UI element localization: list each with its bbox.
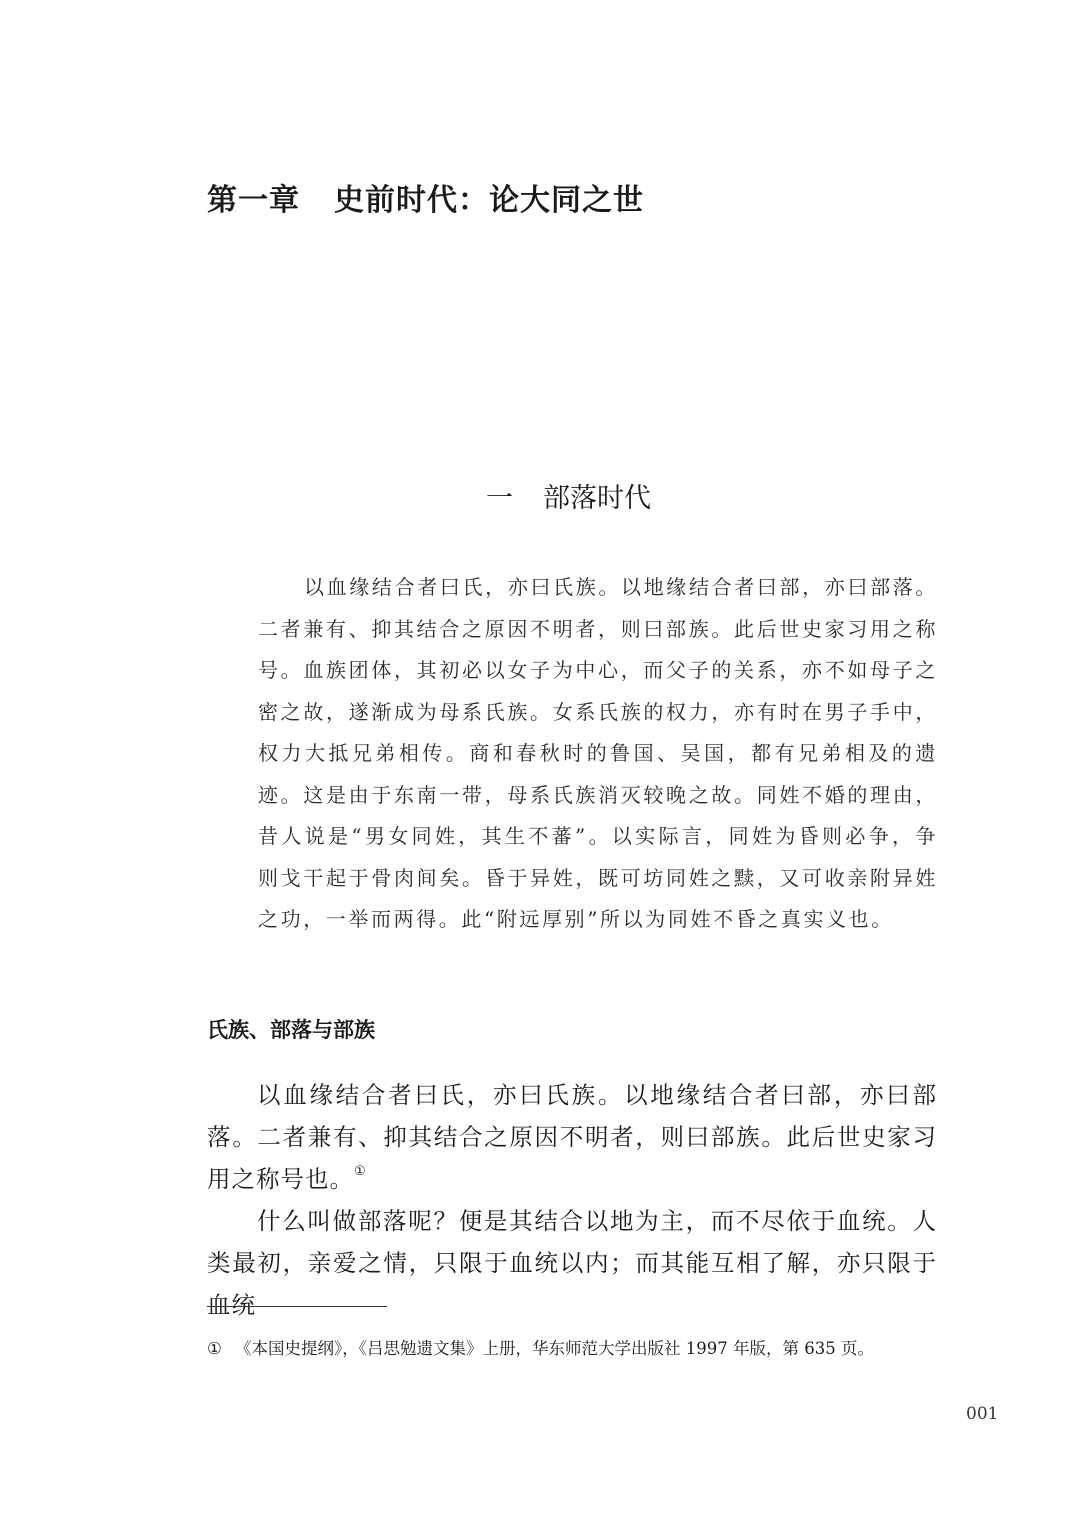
- footnote-text: 《本国史提纲》，《吕思勉遗文集》上册，华东师范大学出版社 1997 年版，第 635 页。: [235, 1339, 874, 1358]
- subheading: 氏族、部落与部族: [207, 1018, 375, 1042]
- footnote-divider: [207, 1306, 387, 1307]
- section-title: [486, 478, 651, 520]
- section-title-text: 部落时代: [543, 483, 651, 514]
- body-paragraph-2: 什么叫做部落呢？便是其结合以地为主，而不尽依于血统。人类最初，亲爱之情，只限于血统以内；而其能互相了解，亦只限于血统: [207, 1207, 937, 1319]
- body-text: [207, 1074, 937, 1326]
- page-number: 001: [966, 1404, 999, 1424]
- footnote-reference[interactable]: ①: [354, 1164, 367, 1179]
- chapter-title: [207, 178, 644, 224]
- footnote: [207, 1336, 874, 1362]
- body-paragraph-1-text: 以血缘结合者曰氏，亦曰氏族。以地缘结合者曰部，亦曰部落。二者兼有、抑其结合之原因不明者，则曰部族。此后世史家习用之称号也。: [207, 1081, 937, 1193]
- section-number: 一: [486, 483, 513, 514]
- epigraph-quote: 以血缘结合者曰氏，亦曰氏族。以地缘结合者曰部，亦曰部落。二者兼有、抑其结合之原因不明者，则曰部族。此后世史家习用之称号。血族团体，其初必以女子为中心，而父子的关系，亦不如母子之密之故，遂渐成为母系氏族。女系氏族的权力，亦有时在男子手中，权力大抵兄弟相传。商和春秋时的鲁国、吴国，都有兄弟相及的遗迹。这是由于东南一带，母系氏族消灭较晚之故。同姓不婚的理由，昔人说是“男女同姓，其生不蕃”。以实际言，同姓为昏则必争，争则戈干起于骨肉间矣。昏于异姓，既可坊同姓之黩，又可收亲附异姓之功，一举而两得。此“附远厚别”所以为同姓不昏之真实义也。: [258, 575, 938, 931]
- chapter-title-text: 史前时代：论大同之世: [334, 183, 644, 218]
- chapter-label: 第一章: [207, 183, 300, 218]
- footnote-mark: ①: [207, 1339, 222, 1358]
- body-paragraph-1: [207, 1074, 937, 1200]
